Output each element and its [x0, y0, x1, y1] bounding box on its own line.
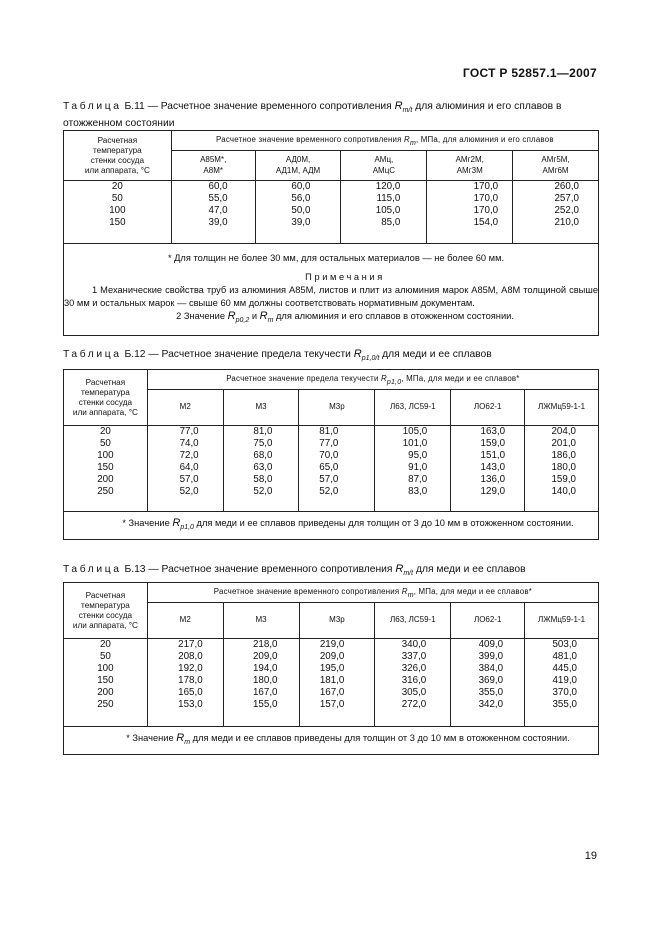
col-header: М3р: [299, 390, 375, 426]
col-header: АМц, АМцС: [341, 151, 427, 181]
table-13-caption: [63, 563, 526, 580]
table-12: [63, 369, 599, 540]
value-column: 81,0 75,0 68,0 63,0 58,0 52,0: [223, 426, 299, 512]
symbol: R: [353, 348, 362, 360]
symbol-sub: m/t: [403, 570, 414, 577]
col-header: М3: [223, 603, 299, 639]
symbol-sub: p1,0/t: [361, 355, 380, 362]
col-header: М2: [147, 603, 223, 639]
caption-text: Б.11 — Расчетное значение временного сопротивления: [124, 101, 392, 112]
value-column: 60,0 55,0 47,0 39,0: [171, 181, 255, 244]
table-label: Таблица: [63, 564, 122, 575]
value-column: 219,0 209,0 195,0 181,0 167,0 157,0: [299, 639, 375, 727]
value-column: 204,0 201,0 186,0 180,0 159,0 140,0: [525, 426, 599, 512]
table-notes: [64, 244, 599, 336]
caption-text: Б.12 — Расчетное значение предела текучести: [124, 349, 351, 360]
value-column: 81,0 77,0 70,0 65,0 57,0 52,0: [299, 426, 375, 512]
value-column: 60,0 56,0 50,0 39,0: [255, 181, 341, 244]
value-column: 260,0 257,0 252,0 210,0: [513, 181, 599, 244]
col-header: М2: [147, 390, 223, 426]
table-label: Таблица: [63, 349, 122, 360]
value-column: 218,0 209,0 194,0 180,0 167,0 155,0: [223, 639, 299, 727]
col-header: ЛЖМц59-1-1: [525, 390, 599, 426]
col-header: ЛЖМц59-1-1: [525, 603, 599, 639]
temp-column-header: Расчетная температура стенки сосуда или аппарата, °С: [64, 583, 148, 639]
temp-values: 20 50 100 150 200 250: [64, 426, 148, 512]
page-number: 19: [584, 850, 597, 862]
table-13: [63, 582, 599, 755]
value-column: 163,0 159,0 151,0 143,0 136,0 129,0: [451, 426, 525, 512]
col-header: АМг2М, АМг3М: [427, 151, 513, 181]
table-footnote: * Значение $R_{p1,0}$ для меди и ее сплавов приведены для толщин от 3 до 10 мм в отожженном состоянии.: [64, 512, 599, 540]
col-header: ЛО62-1: [451, 390, 525, 426]
note-1: 1 Механические свойства труб из алюминия А85М, листов и плит из алюминия марок А85М, А8М толщиной свыше 30 мм и остальных марок — свыше 60 мм должны соответствовать нормативным документам.: [64, 285, 598, 308]
group-header: Расчетное значение временного сопротивления $R_m$, МПа, для меди и ее сплавов*: [147, 583, 598, 603]
notes-title: Примечания: [305, 272, 385, 282]
value-column: 105,0 101,0 95,0 91,0 87,0 83,0: [375, 426, 451, 512]
value-column: 77,0 74,0 72,0 64,0 57,0 52,0: [147, 426, 223, 512]
col-header: Л63, ЛС59-1: [375, 390, 451, 426]
group-header: Расчетное значение временного сопротивления $R_m$, МПа, для алюминия и его сплавов: [171, 131, 598, 151]
table-12-caption: [63, 348, 492, 365]
value-column: 170,0 170,0 170,0 154,0: [427, 181, 513, 244]
table-label: Таблица: [63, 101, 122, 112]
temp-column-header: Расчетная температура стенки сосуда или аппарата, °С: [64, 370, 148, 426]
note-2: 2 Значение $R_{p0,2}$ и $R_m$ для алюминия и его сплавов в отожженном состоянии.: [176, 310, 514, 324]
caption-text: отожженном состоянии: [63, 118, 175, 129]
col-header: М3р: [299, 603, 375, 639]
col-header: М3: [223, 390, 299, 426]
col-header: АД0М, АД1М, АДМ: [255, 151, 341, 181]
caption-text: для меди и ее сплавов: [382, 349, 492, 360]
document-header: ГОСТ Р 52857.1—2007: [462, 66, 597, 80]
value-column: 409,0 399,0 384,0 369,0 355,0 342,0: [451, 639, 525, 727]
caption-text: Б.13 — Расчетное значение временного сопротивления: [124, 564, 393, 575]
table-11-caption: [63, 100, 603, 130]
value-column: 217,0 208,0 192,0 178,0 165,0 153,0: [147, 639, 223, 727]
temp-values: 20 50 100 150: [64, 181, 172, 244]
caption-text: для алюминия и его сплавов в: [415, 101, 562, 112]
symbol-sub: m/t: [402, 107, 413, 114]
col-header: А85М*, А8М*: [171, 151, 255, 181]
table-footnote: * Значение $R_m$ для меди и ее сплавов приведены для толщин от 3 до 10 мм в отожженном состоянии.: [64, 727, 599, 755]
col-header: Л63, ЛС59-1: [375, 603, 451, 639]
footnote: * Для толщин не более 30 мм, для остальных материалов — не более 60 мм.: [167, 253, 505, 263]
temp-values: 20 50 100 150 200 250: [64, 639, 148, 727]
group-header: Расчетное значение предела текучести $R_{p1,0}$, МПа, для меди и ее сплавов*: [147, 370, 598, 390]
col-header: ЛО62-1: [451, 603, 525, 639]
value-column: 340,0 337,0 326,0 316,0 305,0 272,0: [375, 639, 451, 727]
table-11: [63, 130, 599, 336]
symbol: R: [394, 100, 403, 112]
caption-text: для меди и ее сплавов: [415, 564, 526, 575]
value-column: 503,0 481,0 445,0 419,0 370,0 355,0: [525, 639, 599, 727]
symbol: R: [395, 563, 404, 575]
value-column: 120,0 115,0 105,0 85,0: [341, 181, 427, 244]
temp-column-header: Расчетная температура стенки сосуда или аппарата, °С: [64, 131, 172, 181]
col-header: АМг5М, АМг6М: [513, 151, 599, 181]
